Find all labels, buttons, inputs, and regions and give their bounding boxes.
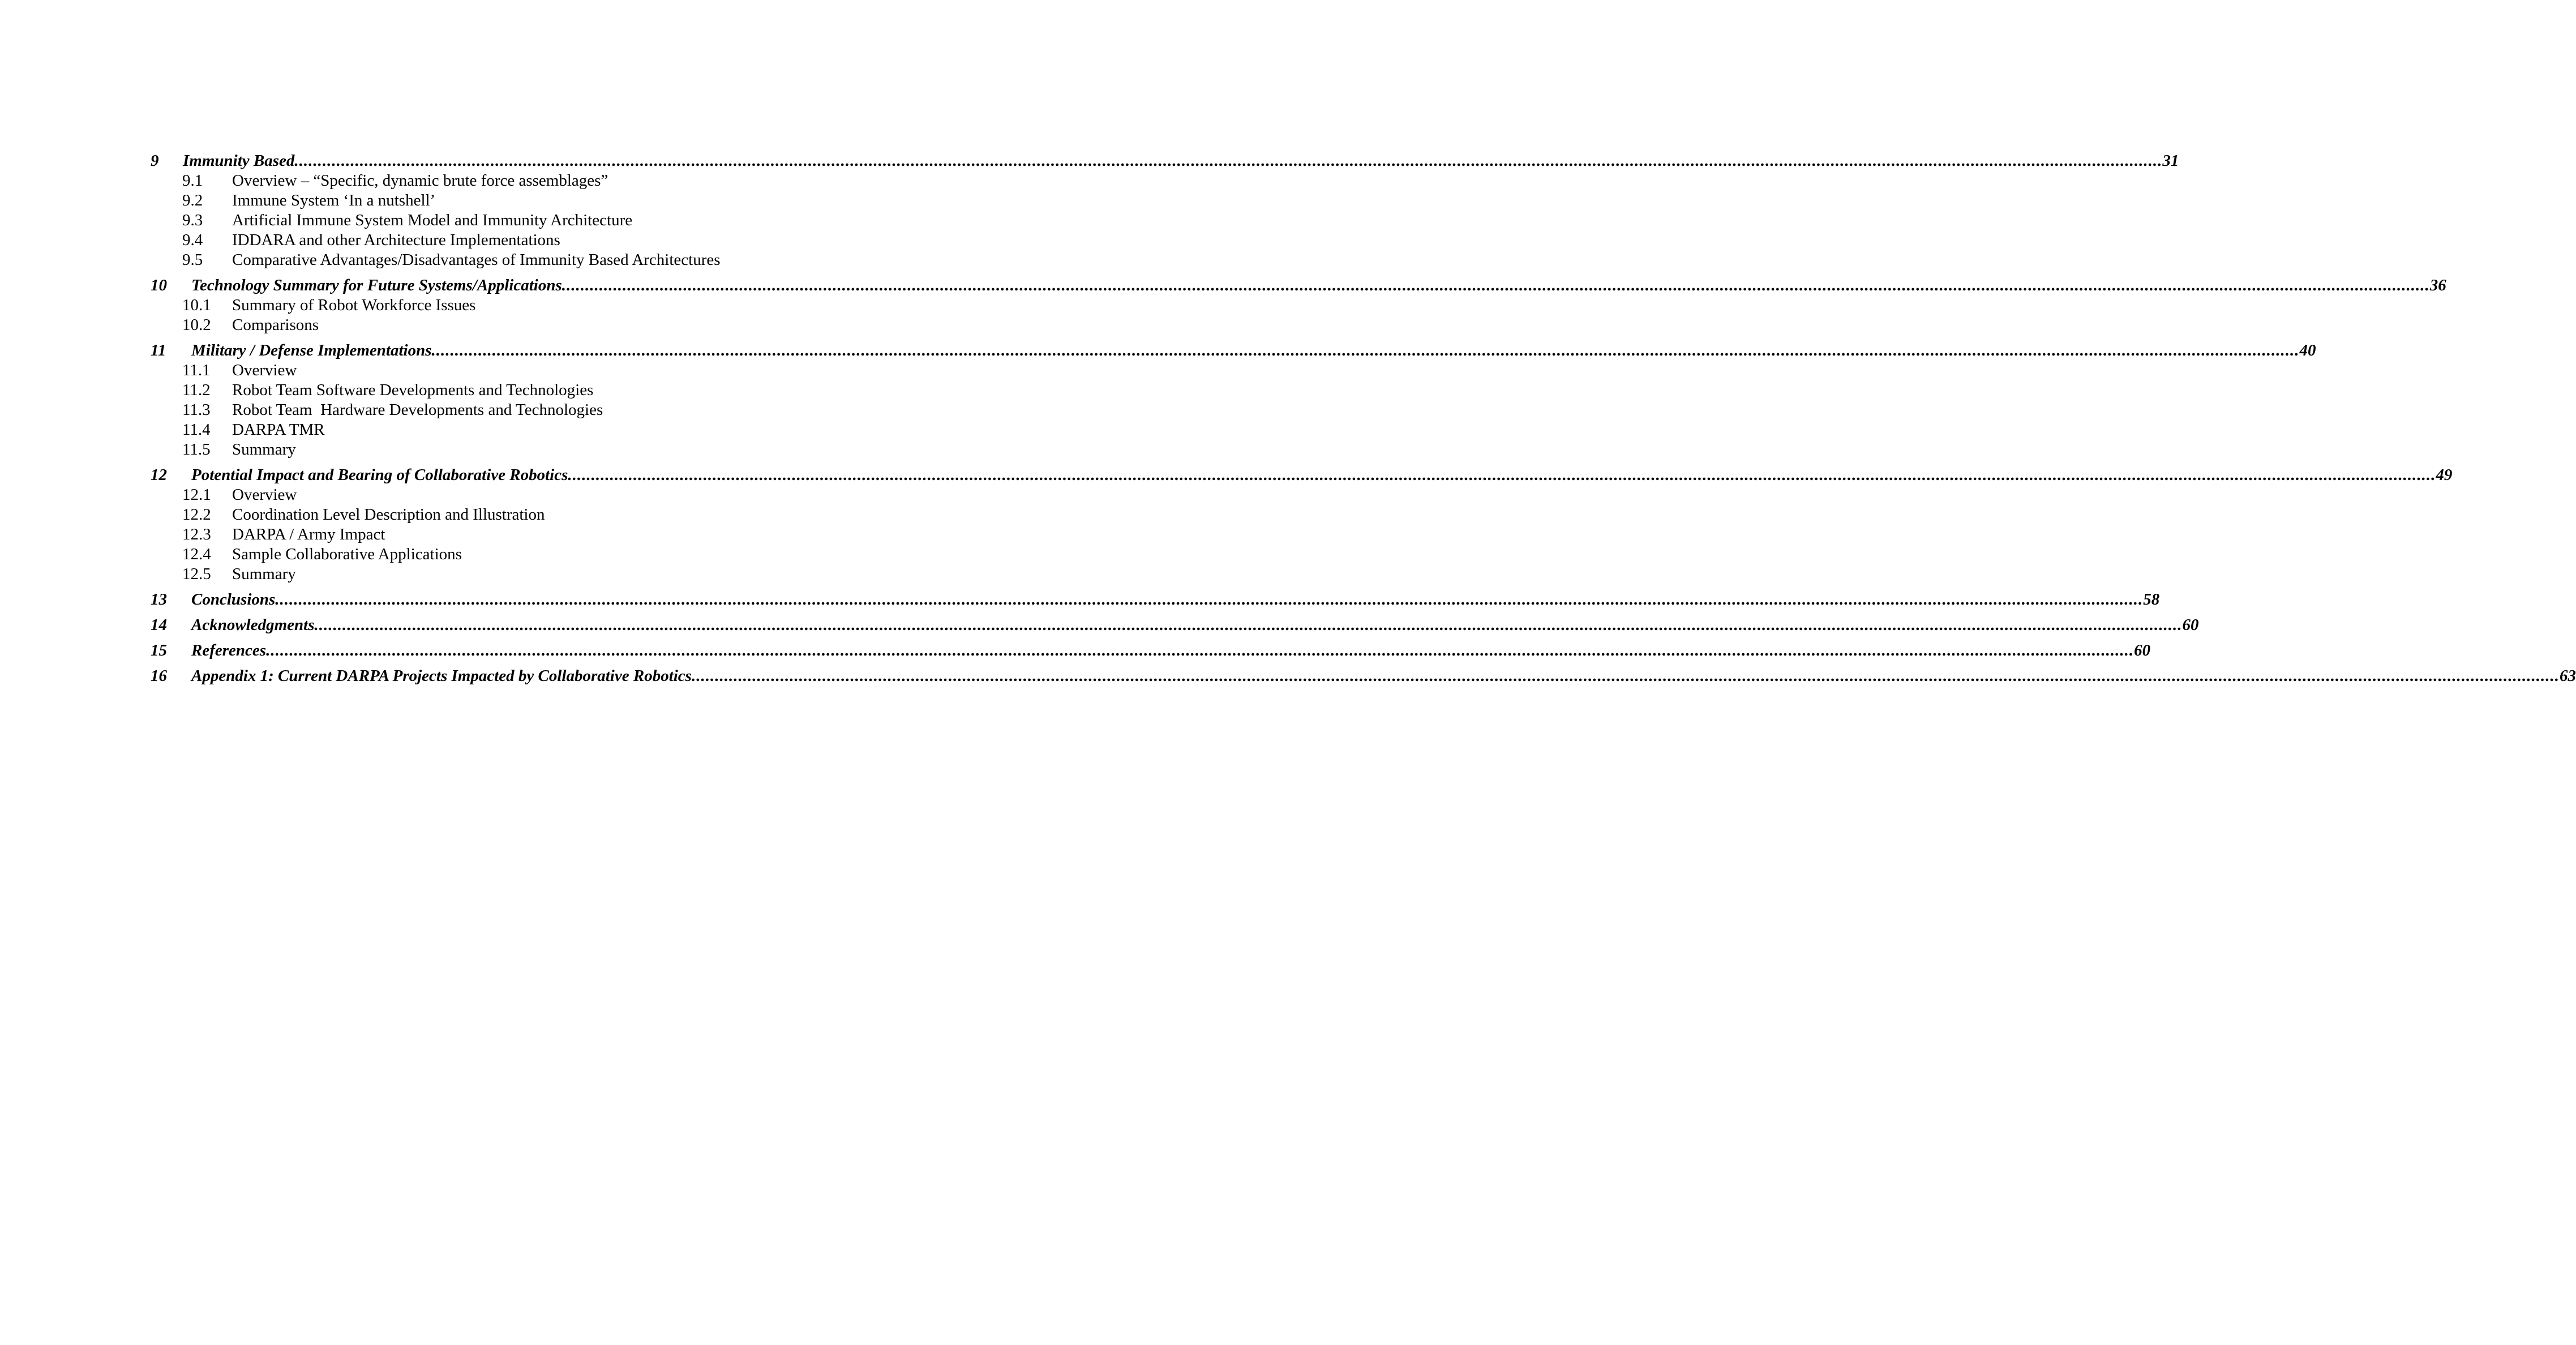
section-title: Military / Defense Implementations	[191, 341, 432, 359]
subsection-title: Comparisons	[232, 316, 319, 334]
toc-subsection[interactable]	[151, 525, 884, 545]
dot-leader: ................................................................................................................................................................................................................................................................................................................................................................................................................	[691, 667, 2560, 685]
section-number: 14	[151, 616, 167, 634]
subsection-number: 12.1	[182, 486, 211, 504]
section-page-number: 31	[2162, 152, 2179, 170]
dot-leader: ................................................................................................................................................................................................................................................................................................................................................................................................................	[294, 152, 2163, 170]
section-number: 9	[151, 152, 159, 170]
section-page-number: 36	[2429, 276, 2446, 294]
section-title: References	[191, 641, 267, 659]
subsection-number: 9.3	[182, 211, 203, 229]
subsection-title: Overview – “Specific, dynamic brute force assemblages”	[232, 172, 608, 190]
subsection-title: Summary	[232, 440, 296, 459]
section-page-number: 49	[2436, 466, 2453, 484]
section-number: 13	[151, 590, 167, 609]
toc-subsection[interactable]	[151, 440, 884, 460]
toc-subsection[interactable]	[151, 545, 884, 564]
section-page-number: 60	[2134, 641, 2151, 659]
section-title: Potential Impact and Bearing of Collaborative Robotics	[191, 466, 568, 484]
toc-subsection[interactable]	[151, 250, 884, 270]
subsection-number: 9.1	[182, 172, 203, 190]
toc-subsection[interactable]	[151, 315, 884, 335]
subsection-number: 12.3	[182, 525, 211, 543]
section-number: 11	[151, 341, 166, 359]
subsection-number: 10.2	[182, 316, 211, 334]
section-page-number: 60	[2182, 616, 2199, 634]
subsection-number: 10.1	[182, 296, 211, 314]
dot-leader: ................................................................................................................................................................................................................................................................................................................................................................................................................	[266, 641, 2134, 659]
toc-subsection[interactable]	[151, 171, 884, 191]
toc-subsection[interactable]	[151, 211, 884, 230]
toc-subsection[interactable]	[151, 361, 884, 380]
subsection-title: Sample Collaborative Applications	[232, 545, 462, 563]
toc-section-heading[interactable]	[151, 275, 2446, 295]
section-title: Technology Summary for Future Systems/Applications	[191, 276, 562, 294]
dot-leader: ................................................................................................................................................................................................................................................................................................................................................................................................................	[562, 276, 2430, 294]
section-page-number: 63	[2559, 667, 2576, 685]
toc-subsection[interactable]	[151, 380, 884, 400]
subsection-number: 12.5	[182, 565, 211, 583]
subsection-title: Overview	[232, 361, 297, 379]
subsection-number: 12.2	[182, 506, 211, 524]
subsection-title: Robot Team Software Developments and Technologies	[232, 381, 594, 399]
toc-subsection[interactable]	[151, 400, 884, 420]
dot-leader: ................................................................................................................................................................................................................................................................................................................................................................................................................	[275, 590, 2144, 609]
subsection-title: DARPA / Army Impact	[232, 525, 385, 543]
table-of-contents	[151, 151, 2576, 686]
toc-subsection[interactable]	[151, 420, 884, 440]
subsection-title: Artificial Immune System Model and Immunity Architecture	[232, 211, 633, 229]
toc-section-heading[interactable]	[151, 151, 2179, 171]
toc-subsection[interactable]	[151, 230, 884, 250]
toc-section	[151, 666, 2576, 686]
toc-subsection[interactable]	[151, 505, 884, 525]
subsection-title: DARPA TMR	[232, 421, 325, 439]
toc-section-heading[interactable]	[151, 640, 2151, 661]
section-title: Appendix 1: Current DARPA Projects Impacted by Collaborative Robotics	[191, 667, 692, 685]
section-number: 12	[151, 466, 167, 484]
toc-subsection[interactable]	[151, 564, 884, 584]
toc-section	[151, 340, 2316, 460]
toc-section	[151, 640, 2151, 661]
toc-section-heading[interactable]	[151, 340, 2316, 361]
subsection-number: 11.1	[182, 361, 211, 379]
section-number: 16	[151, 667, 167, 685]
subsection-number: 9.5	[182, 251, 203, 269]
dot-leader: ................................................................................................................................................................................................................................................................................................................................................................................................................	[431, 341, 2300, 359]
toc-section-heading[interactable]	[151, 589, 2160, 610]
subsection-title: Overview	[232, 486, 297, 504]
subsection-number: 12.4	[182, 545, 211, 563]
subsection-title: Summary	[232, 565, 296, 583]
section-title: Acknowledgments	[191, 616, 315, 634]
toc-subsection[interactable]	[151, 485, 884, 505]
toc-section-heading[interactable]	[151, 615, 2199, 635]
subsection-title: Coordination Level Description and Illustration	[232, 506, 545, 524]
toc-subsection[interactable]	[151, 191, 884, 211]
subsection-title: Summary of Robot Workforce Issues	[232, 296, 476, 314]
section-page-number: 40	[2299, 341, 2316, 359]
subsection-title: Robot Team Hardware Developments and Technologies	[232, 401, 603, 419]
subsection-number: 11.5	[182, 440, 211, 459]
section-number: 15	[151, 641, 167, 659]
toc-section	[151, 275, 2446, 335]
dot-leader: ................................................................................................................................................................................................................................................................................................................................................................................................................	[568, 466, 2436, 484]
toc-subsection[interactable]	[151, 295, 884, 315]
section-title: Conclusions	[191, 590, 276, 609]
subsection-title: IDDARA and other Architecture Implementations	[232, 231, 560, 249]
section-page-number: 58	[2143, 590, 2160, 609]
subsection-title: Immune System ‘In a nutshell’	[232, 191, 436, 209]
section-number: 10	[151, 276, 167, 294]
toc-section	[151, 589, 2160, 610]
subsection-number: 11.2	[182, 381, 211, 399]
toc-section-heading[interactable]	[151, 465, 2453, 485]
subsection-title: Comparative Advantages/Disadvantages of Immunity Based Architectures	[232, 251, 721, 269]
dot-leader: ................................................................................................................................................................................................................................................................................................................................................................................................................	[314, 616, 2183, 634]
toc-section	[151, 615, 2199, 635]
subsection-number: 11.3	[182, 401, 211, 419]
subsection-number: 9.2	[182, 191, 203, 209]
subsection-number: 9.4	[182, 231, 203, 249]
toc-section-heading[interactable]	[151, 666, 2576, 686]
subsection-number: 11.4	[182, 421, 211, 439]
section-title: Immunity Based	[183, 152, 295, 170]
toc-section	[151, 465, 2453, 584]
toc-section	[151, 151, 2179, 270]
